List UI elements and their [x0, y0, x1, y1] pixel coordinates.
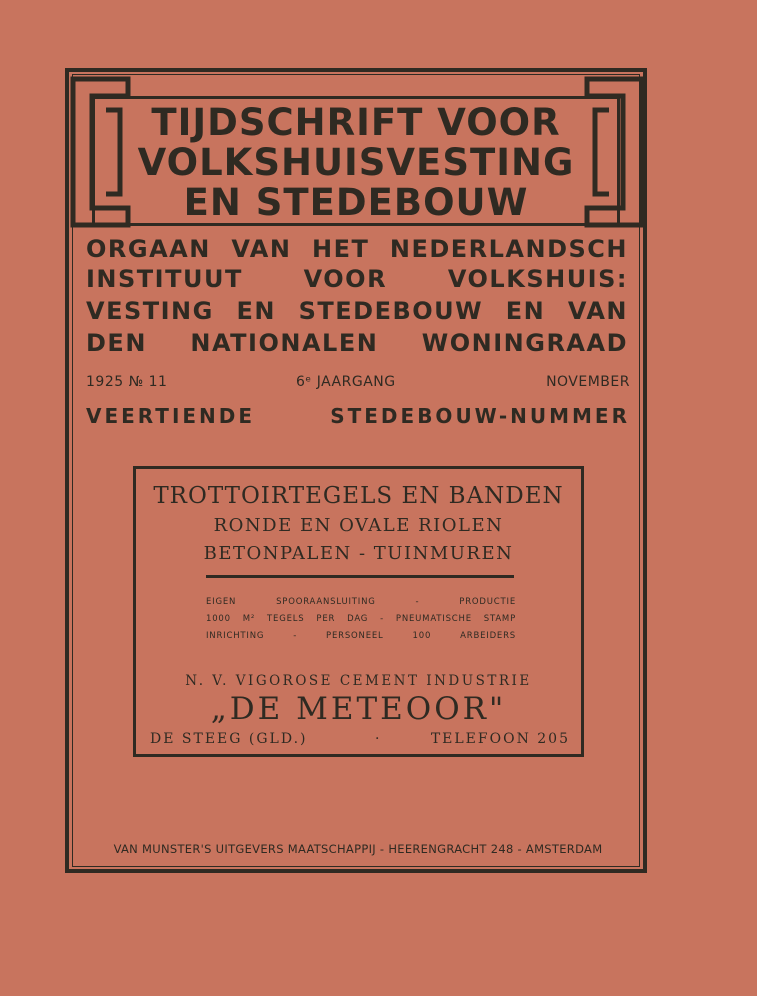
ad-small-line-1: EIGEN SPOORAANSLUITING - PRODUCTIE: [206, 597, 516, 607]
ad-footer: [150, 731, 570, 749]
journal-title-line-3: EN STEDEBOUW: [183, 181, 529, 224]
ad-place: DE STEEG (GLD.): [150, 731, 308, 747]
right-meander-ornament: [583, 76, 645, 228]
title-box: [92, 96, 620, 226]
issue-year-number: 1925 № 11: [86, 374, 168, 390]
ad-headline: TROTTOIRTEGELS EN BANDEN: [153, 483, 564, 509]
journal-title-line-1: TIJDSCHRIFT VOOR: [151, 101, 561, 144]
issue-month: NOVEMBER: [546, 374, 630, 390]
organ-line-2: INSTITUUT VOOR VOLKSHUIS:: [86, 265, 628, 293]
ad-company: N. V. VIGOROSE CEMENT INDUSTRIE: [185, 673, 532, 689]
organ-line-4: DEN NATIONALEN WONINGRAAD: [86, 329, 628, 357]
ad-small-line-3: INRICHTING - PERSONEEL 100 ARBEIDERS: [206, 631, 516, 641]
ad-line-2: RONDE EN OVALE RIOLEN: [213, 515, 504, 536]
organ-line-1: ORGAAN VAN HET NEDERLANDSCH: [86, 235, 628, 263]
ad-small-line-2: 1000 M² TEGELS PER DAG - PNEUMATISCHE STAMP: [206, 614, 516, 624]
ad-separator: ·: [375, 731, 382, 747]
left-meander-ornament: [70, 76, 132, 228]
issue-volume: 6ᵉ JAARGANG: [296, 374, 396, 390]
publisher-line: VAN MUNSTER'S UITGEVERS MAATSCHAPPIJ - HEERENGRACHT 248 - AMSTERDAM: [113, 842, 603, 856]
ad-rule: [206, 575, 514, 578]
issue-meta-row: [86, 374, 630, 394]
journal-title-line-2: VOLKSHUISVESTING: [137, 141, 575, 184]
ad-line-3: BETONPALEN - TUINMUREN: [203, 543, 514, 564]
organ-line-3: VESTING EN STEDEBOUW EN VAN: [86, 297, 628, 325]
advertisement-box: [133, 466, 584, 757]
special-issue-title: VEERTIENDE STEDEBOUW-NUMMER: [86, 404, 630, 428]
ad-phone: TELEFOON 205: [430, 731, 570, 747]
ad-brand: „DE METEOOR": [210, 691, 507, 727]
